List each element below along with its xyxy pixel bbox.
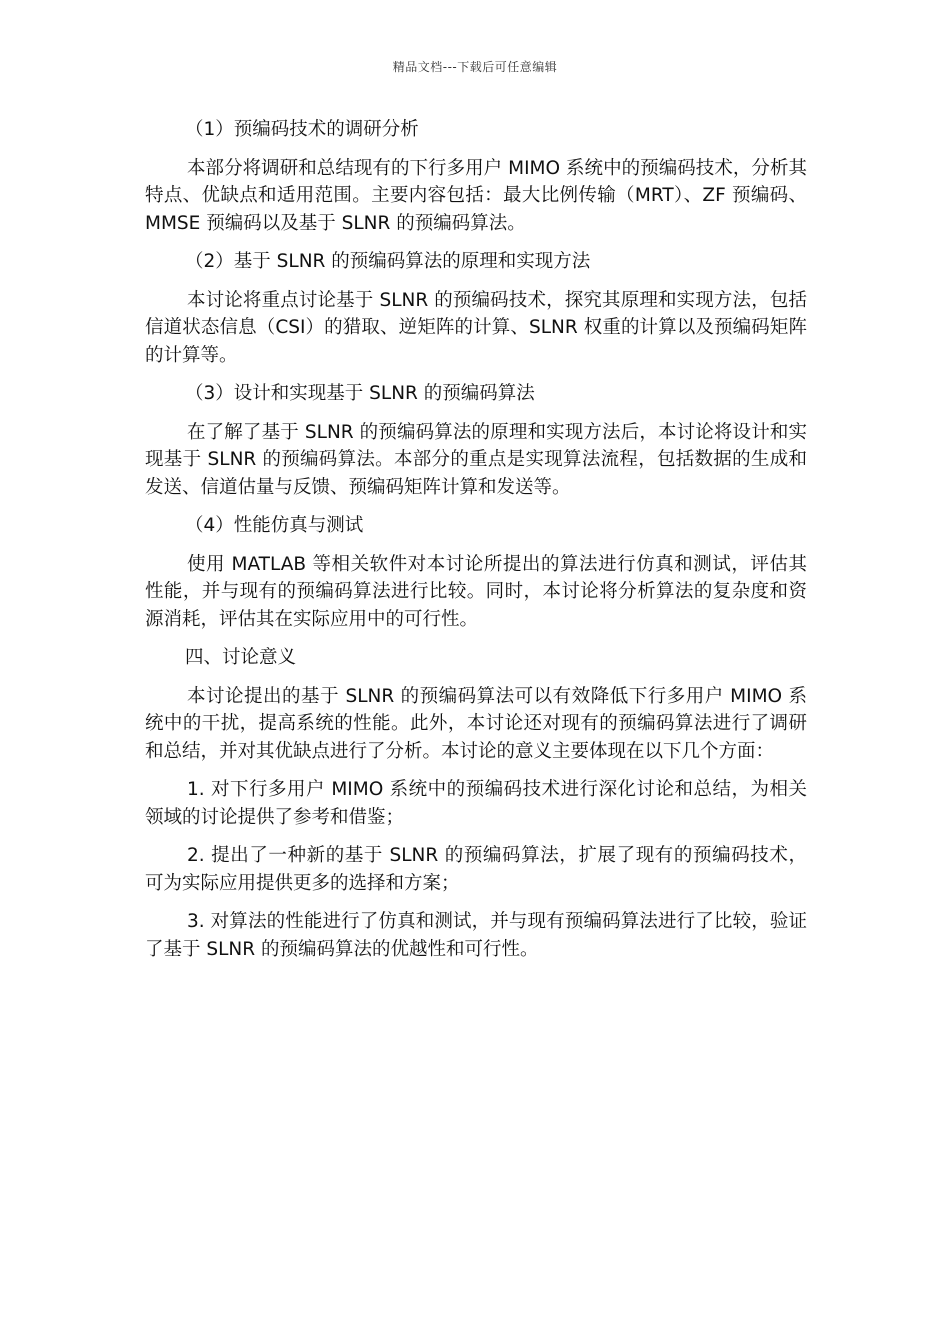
section-heading-3: （3）设计和实现基于 SLNR 的预编码算法 <box>185 383 535 404</box>
list-item-3: 3. 对算法的性能进行了仿真和测试，并与现有预编码算法进行了比较，验证了基于 SLNR 的预编码算法的优越性和可行性。 <box>145 911 807 960</box>
section-heading-1: （1）预编码技术的调研分析 <box>185 119 419 140</box>
paragraph-significance: 本讨论提出的基于 SLNR 的预编码算法可以有效降低下行多用户 MIMO 系统中的干扰，提高系统的性能。此外，本讨论还对现有的预编码算法进行了调研和总结，并对其优缺点进行了分析。本讨论的意义主要体现在以下几个方面： <box>145 685 807 762</box>
paragraph-2: 本讨论将重点讨论基于 SLNR 的预编码技术，探究其原理和实现方法，包括信道状态信息（CSI）的猎取、逆矩阵的计算、SLNR 权重的计算以及预编码矩阵的计算等。 <box>145 289 807 366</box>
section-heading-significance: 四、讨论意义 <box>185 647 297 668</box>
section-heading-2: （2）基于 SLNR 的预编码算法的原理和实现方法 <box>185 251 591 272</box>
list-item-1: 1. 对下行多用户 MIMO 系统中的预编码技术进行深化讨论和总结，为相关领域的讨论提供了参考和借鉴； <box>145 779 807 828</box>
paragraph-1: 本部分将调研和总结现有的下行多用户 MIMO 系统中的预编码技术，分析其特点、优缺点和适用范围。主要内容包括：最大比例传输（MRT）、ZF 预编码、MMSE 预编码以及基于 SLNR 的预编码算法。 <box>145 157 807 234</box>
page-header: 精品文档---下载后可任意编辑 <box>392 60 558 74</box>
paragraph-3: 在了解了基于 SLNR 的预编码算法的原理和实现方法后，本讨论将设计和实现基于 SLNR 的预编码算法。本部分的重点是实现算法流程，包括数据的生成和发送、信道估量与反馈、预编码矩阵计算和发送等。 <box>145 421 807 498</box>
document-body <box>145 116 807 974</box>
paragraph-4: 使用 MATLAB 等相关软件对本讨论所提出的算法进行仿真和测试，评估其性能，并与现有的预编码算法进行比较。同时，本讨论将分析算法的复杂度和资源消耗，评估其在实际应用中的可行性。 <box>145 553 807 630</box>
section-heading-4: （4）性能仿真与测试 <box>185 515 364 536</box>
list-item-2: 2. 提出了一种新的基于 SLNR 的预编码算法，扩展了现有的预编码技术，可为实际应用提供更多的选择和方案； <box>145 845 807 894</box>
